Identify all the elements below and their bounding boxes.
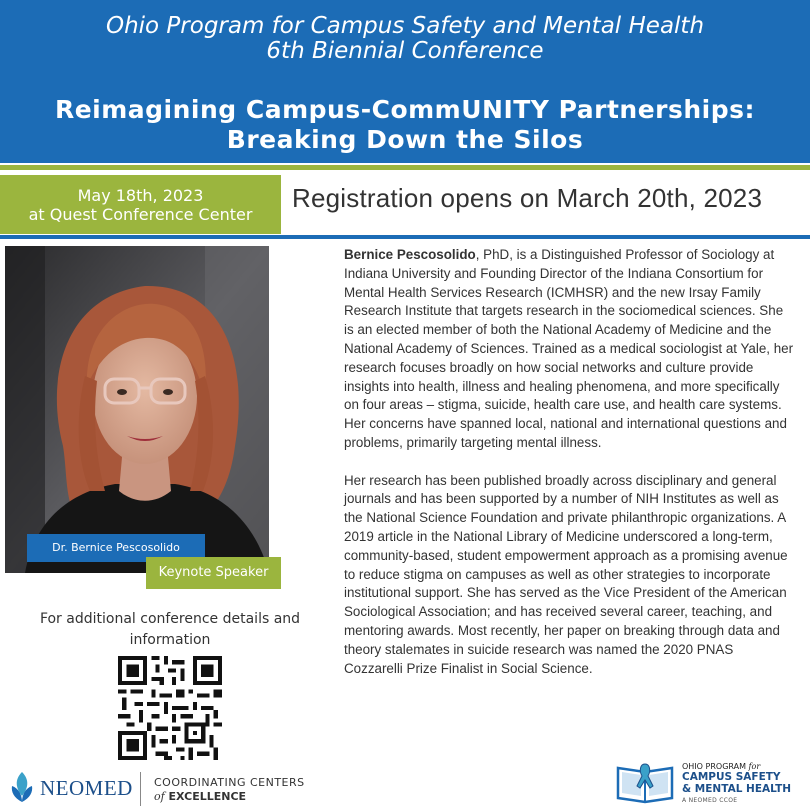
excellence-label — [154, 790, 246, 803]
bio-speaker-name: Bernice Pescosolido — [344, 247, 476, 262]
event-date-box — [0, 175, 281, 234]
excellence-word: EXCELLENCE — [168, 790, 247, 803]
theme-title-line-1: Reimagining Campus-CommUNITY Partnerships: — [54, 95, 756, 124]
bio-paragraph-2: Her research has been published broadly across disciplinary and general journals and has been supported by a number of NIH Institutes as well as the National Science Foundation and private philanthropic organizations. A 2019 article in the National Library of Medicine underscored a long-term, community-based, student empowerment approach as a promising avenue to reduce stigma on campuses as well as other strategies to incorporate institutional support. She has served as the Vice President of the American Sociological Association; and has received several career, teaching, and mentoring awards. Most recently, her paper on breaking through data and theory stalemates in suicide research was named the 2020 PNAS Cozzarelli Prize Finalist in Social Science. — [344, 472, 788, 676]
green-divider — [0, 165, 810, 170]
opcs-title — [682, 771, 791, 795]
additional-info-text: For additional conference details and information — [39, 611, 301, 648]
opcs-tagline: A NEOMED CCOE — [682, 797, 738, 804]
opcs-program-word: OHIO PROGRAM — [682, 762, 746, 771]
speaker-photo — [5, 246, 269, 573]
header-banner — [0, 0, 810, 163]
footer-divider — [140, 772, 141, 806]
theme-title-line-2: Breaking Down the Silos — [226, 125, 584, 154]
opcs-title-line-1: CAMPUS SAFETY — [682, 771, 781, 783]
speaker-name-tag: Dr. Bernice Pescosolido — [27, 534, 205, 562]
campus-book-ribbon-icon — [614, 760, 676, 804]
keynote-speaker-tag: Keynote Speaker — [146, 557, 281, 589]
event-venue: at Quest Conference Center — [28, 205, 253, 224]
coordinating-centers-label: COORDINATING CENTERS — [154, 776, 305, 789]
qr-code[interactable] — [118, 656, 222, 760]
registration-notice: Registration opens on March 20th, 2023 — [292, 183, 763, 213]
bio-paragraph-1-text: , PhD, is a Distinguished Professor of Sociology at Indiana University and Founding Director of the Indiana Consortium for Mental Health Services Research (ICMHSR) and the new Irsay Family Research Institute that targets research in the sociomedical sciences. She is an elected member of both the National Academy of Medicine and the National Academy of Sciences. Trained as a medical sociologist at Yale, her research focuses broadly on how social networks and culture provide insights into health, illness and healing phenomena, and more specifically on four areas – stigma, suicide, health care use, and health care systems. Her concerns have spanned local, national and international questions and problems, primarily targeting mental illness. — [344, 247, 794, 450]
speaker-bio — [344, 246, 794, 678]
excellence-of: of — [154, 790, 165, 803]
blue-divider — [0, 235, 810, 239]
conference-title: Ohio Program for Campus Safety and Mental Health — [105, 13, 705, 39]
opcs-for-word: for — [748, 762, 761, 771]
opcs-program-label — [682, 762, 760, 771]
event-date: May 18th, 2023 — [77, 186, 204, 205]
opcs-title-line-2: & MENTAL HEALTH — [682, 783, 792, 795]
conference-subtitle: 6th Biennial Conference — [266, 38, 544, 64]
neomed-wordmark: NEOMED — [40, 776, 133, 800]
bio-paragraph-1 — [344, 246, 794, 453]
